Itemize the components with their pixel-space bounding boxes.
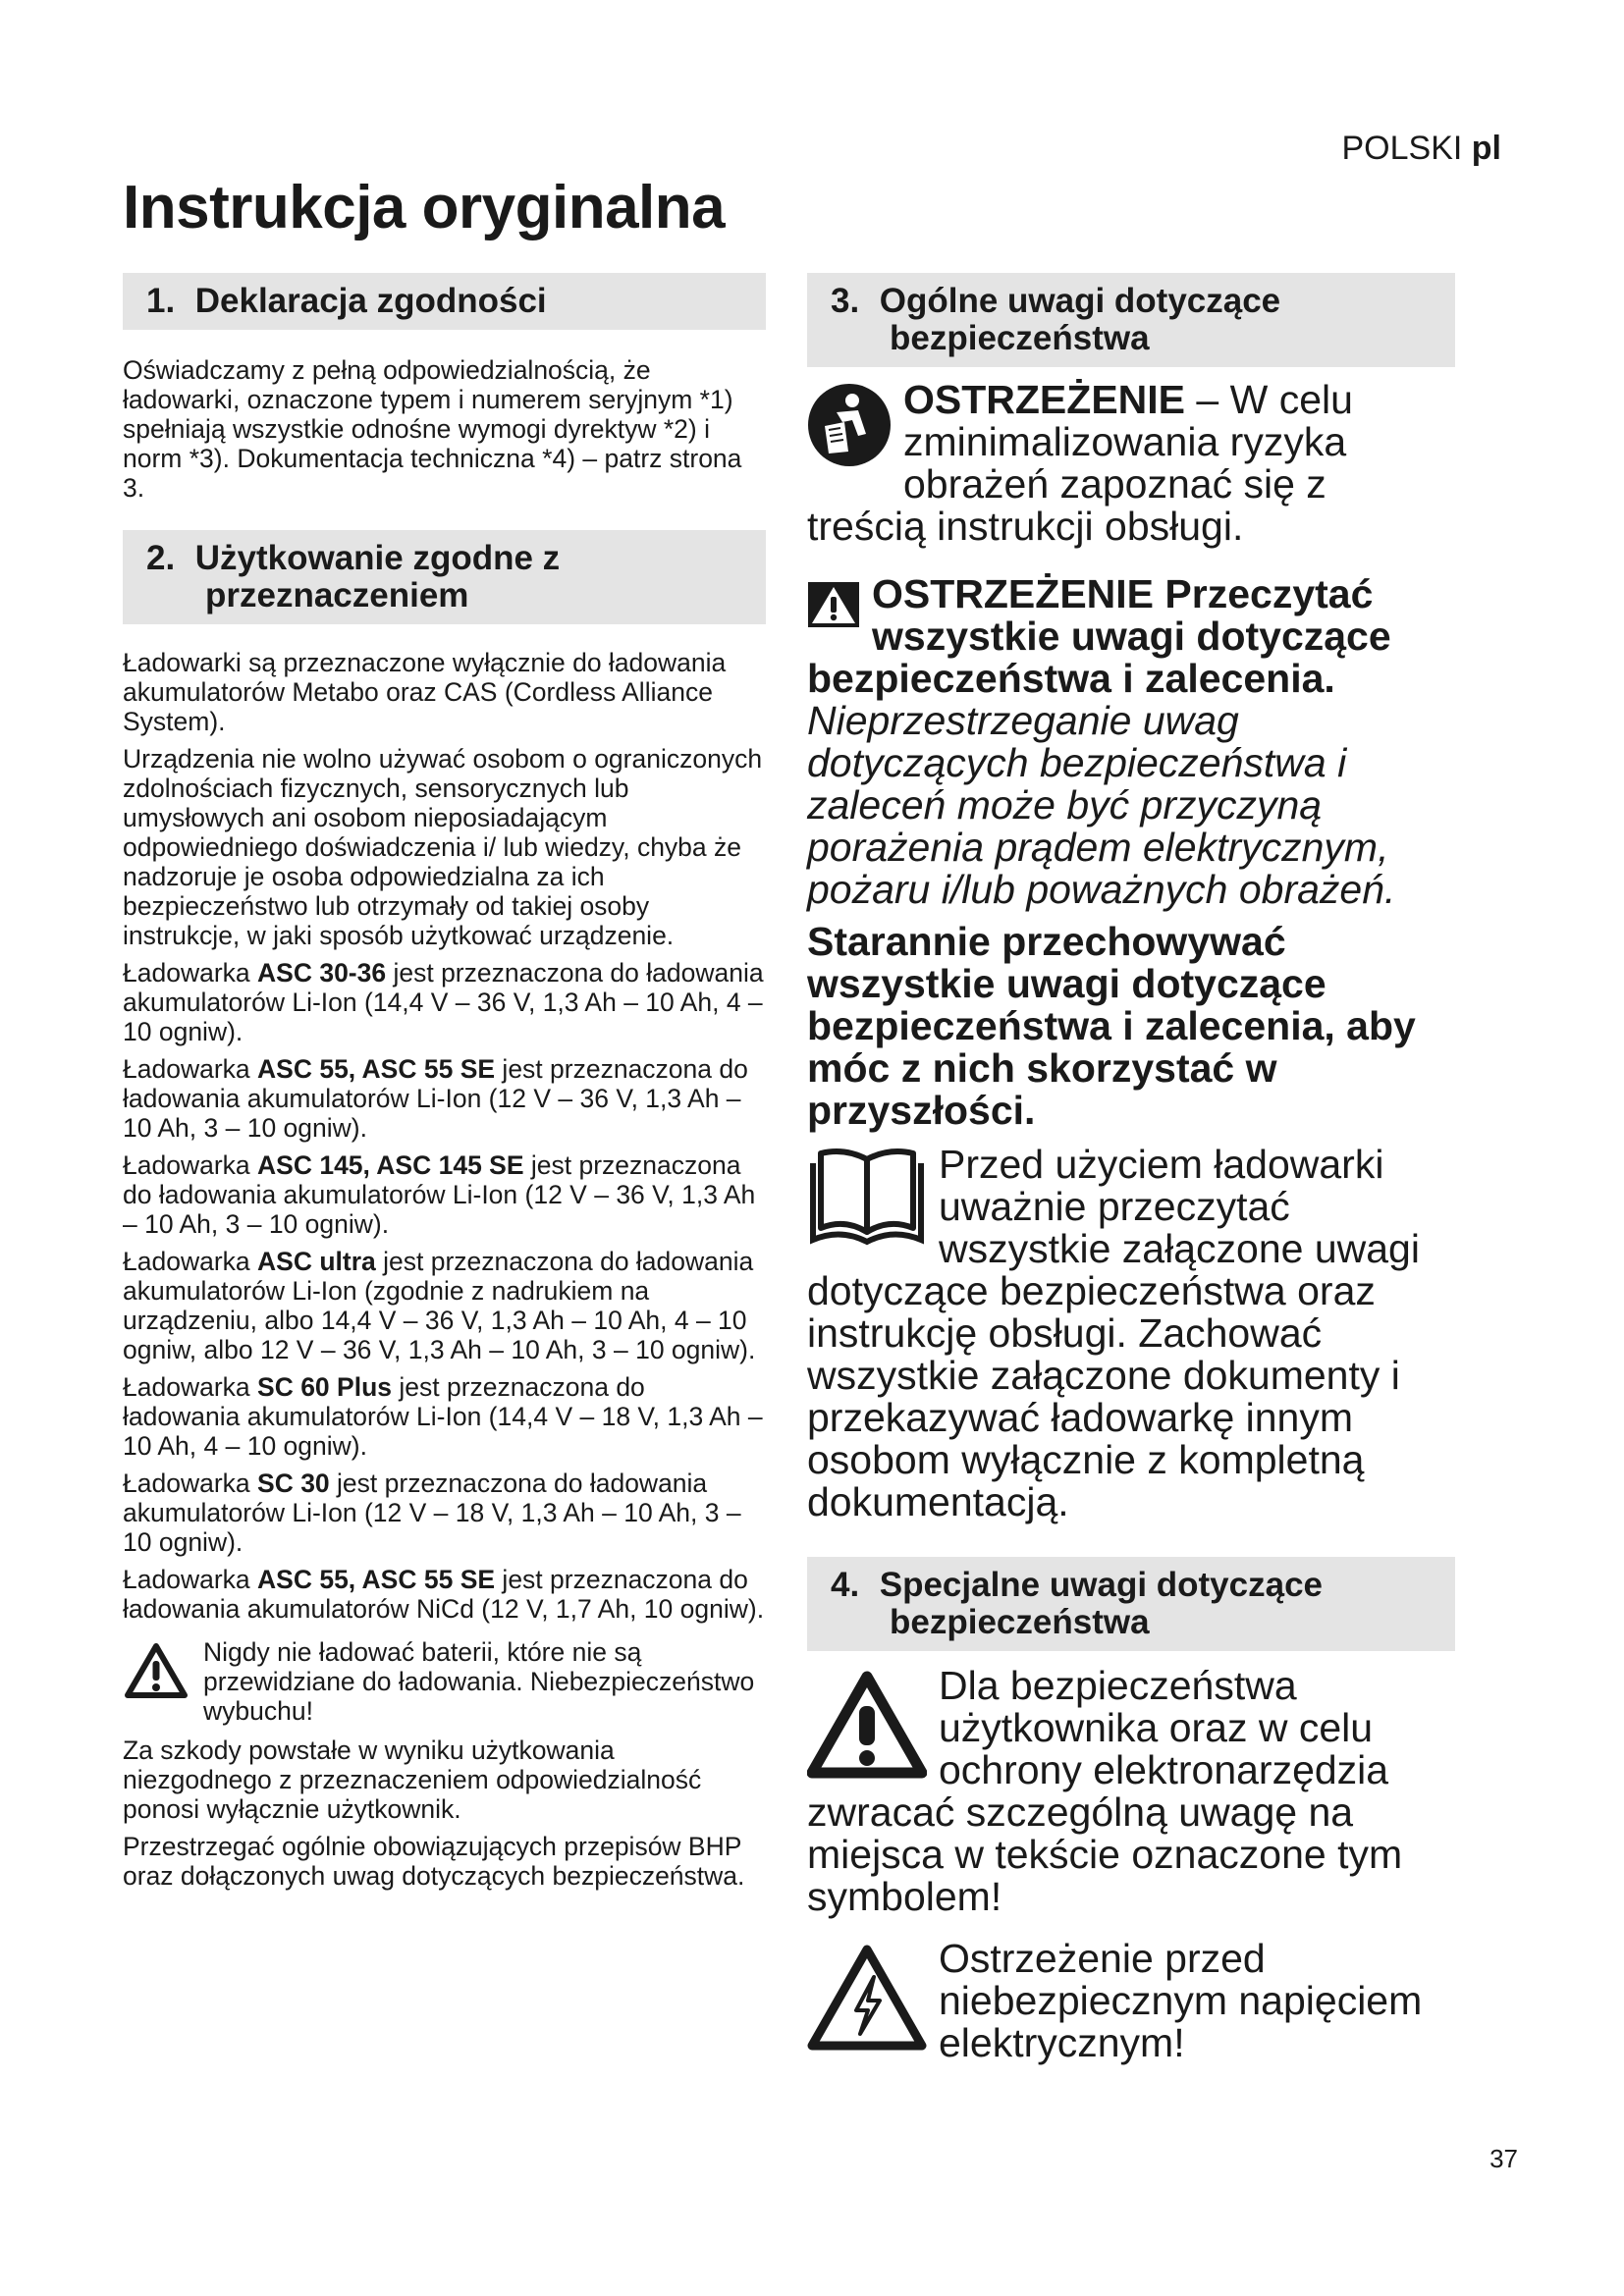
page-number: 37 [1489, 2144, 1518, 2173]
section-1-text: Oświadczamy z pełną odpowiedzialnością, że ładowarki, oznaczone typem i numerem seryjnym *1) spełniają wszystkie odnośne wymogi dyrektyw *2) i norm *3). Dokumentacja techniczna *4) – patrz strona 3. [123, 355, 742, 503]
charger-paragraph: Ładowarka ASC 30-36 jest przeznaczona do ładowania akumulatorów Li-Ion (14,4 V – 36 V, 1,3 Ah – 10 Ah, 4 – 10 ogniw). [123, 958, 764, 1046]
section-1-heading: 1. Deklaracja zgodności [123, 273, 766, 330]
language-code: pl [1471, 130, 1501, 167]
language-label: POLSKI pl [1341, 130, 1501, 167]
warning-triangle-icon [123, 1643, 189, 1698]
read-instructions-warning [807, 573, 1455, 911]
left-column [123, 273, 766, 1898]
charger-paragraph: Ładowarka SC 30 jest przeznaczona do ładowania akumulatorów Li-Ion (12 V – 18 V, 1,3 Ah – 10 Ah, 3 – 10 ogniw). [123, 1468, 741, 1557]
battery-warning [123, 1637, 766, 1726]
page-title: Instrukcja oryginalna [123, 174, 726, 241]
right-column [807, 273, 1455, 2064]
attention-symbol-text: Dla bezpieczeństwa użytkownika oraz w celu ochrony elektronarzędzia zwracać szczególną uwagę na miejsca w tekście oznaczone tym symbolem! [807, 1663, 1403, 1919]
charger-paragraph: Ładowarka SC 60 Plus jest przeznaczona do ładowania akumulatorów Li-Ion (14,4 V – 18 V, 1,3 Ah – 10 Ah, 4 – 10 ogniw). [123, 1372, 763, 1461]
charger-paragraph: Ładowarka ASC ultra jest przeznaczona do ładowania akumulatorów Li-Ion (zgodnie z nadrukiem na urządzeniu, albo 14,4 V – 36 V, 1,3 Ah – 10 Ah, 4 – 10 ogniw, albo 12 V – 36 V, 1,3 Ah – 10 Ah, 3 – 10 ogniw). [123, 1247, 756, 1364]
warning-triangle-icon [807, 581, 860, 628]
section-2-usage-restriction: Urządzenia nie wolno używać osobom o ograniczonych zdolnościach fizycznych, sensorycznych lub umysłowych ani osobom nieposiadającym odpowiedniego doświadczenia i/ lub wiedzy, chyba że nadzoruje je osoba odpowiedzialna za ich bezpieczeństwo lub otrzymały od takiej osoby instrukcje, w jaki sposób użytkować urządzenie. [123, 744, 763, 950]
voltage-warning-text: Ostrzeżenie przed niebezpiecznym napięciem elektrycznym! [939, 1936, 1423, 2065]
section-2-heading: 2. Użytkowanie zgodne z przeznaczeniem [123, 530, 766, 624]
keep-instructions-text: Starannie przechowywać wszystkie uwagi dotyczące bezpieczeństwa i zalecenia, aby móc z nich skorzystać w przyszłości. [807, 919, 1416, 1133]
read-instructions-italic: Nieprzestrzeganie uwag dotyczących bezpieczeństwa i zaleceń może być przyczyną porażenia prądem elektrycznym, pożaru i/lub poważnych obrażeń. [807, 698, 1396, 912]
read-manual-icon [807, 383, 892, 467]
manual-warning-text: OSTRZEŻENIE – W celu zminimalizowania ryzyka obrażeń zapoznać się z treścią instrukcji obsługi. [807, 377, 1353, 549]
bhp-text: Przestrzegać ogólnie obowiązujących przepisów BHP oraz dołączonych uwag dotyczących bezpieczeństwa. [123, 1832, 745, 1891]
charger-paragraph: Ładowarka ASC 55, ASC 55 SE jest przeznaczona do ładowania akumulatorów Li-Ion (12 V – 36 V, 1,3 Ah – 10 Ah, 3 – 10 ogniw). [123, 1054, 748, 1143]
section-4-heading: 4. Specjalne uwagi dotyczące bezpieczeństwa [807, 1557, 1455, 1651]
section-3-heading: 3. Ogólne uwagi dotyczące bezpieczeństwa [807, 273, 1455, 367]
warning-triangle-icon [807, 1671, 927, 1779]
high-voltage-icon [807, 1944, 927, 2052]
book-icon [807, 1146, 927, 1252]
voltage-warning-block [807, 1938, 1455, 2064]
section-2-intro: Ładowarki są przeznaczone wyłącznie do ładowania akumulatorów Metabo oraz CAS (Cordless Alliance System). [123, 648, 727, 736]
battery-warning-text: Nigdy nie ładować baterii, które nie są przewidziane do ładowania. Niebezpieczeństwo wybuchu! [203, 1637, 755, 1726]
charger-paragraph: Ładowarka ASC 145, ASC 145 SE jest przeznaczona do ładowania akumulatorów Li-Ion (12 V – 36 V, 1,3 Ah – 10 Ah, 3 – 10 ogniw). [123, 1150, 756, 1239]
attention-symbol-block [807, 1665, 1455, 1918]
charger-paragraph: Ładowarka ASC 55, ASC 55 SE jest przeznaczona do ładowania akumulatorów NiCd (12 V, 1,7 Ah, 10 ogniw). [123, 1565, 765, 1624]
manual-warning-block [807, 379, 1455, 548]
read-before-use-text: Przed użyciem ładowarki uważnie przeczytać wszystkie załączone uwagi dotyczące bezpieczeństwa oraz instrukcję obsługi. Zachować wszystkie załączone dokumenty i przekazywać ładowarkę innym osobom wyłącznie z kompletną dokumentacją. [807, 1142, 1420, 1524]
read-before-use-block [807, 1144, 1455, 1523]
liability-text: Za szkody powstałe w wyniku użytkowania niezgodnego z przeznaczeniem odpowiedzialność ponosi wyłącznie użytkownik. [123, 1735, 702, 1824]
read-instructions-bold: OSTRZEŻENIE Przeczytać wszystkie uwagi dotyczące bezpieczeństwa i zalecenia. [807, 571, 1391, 701]
